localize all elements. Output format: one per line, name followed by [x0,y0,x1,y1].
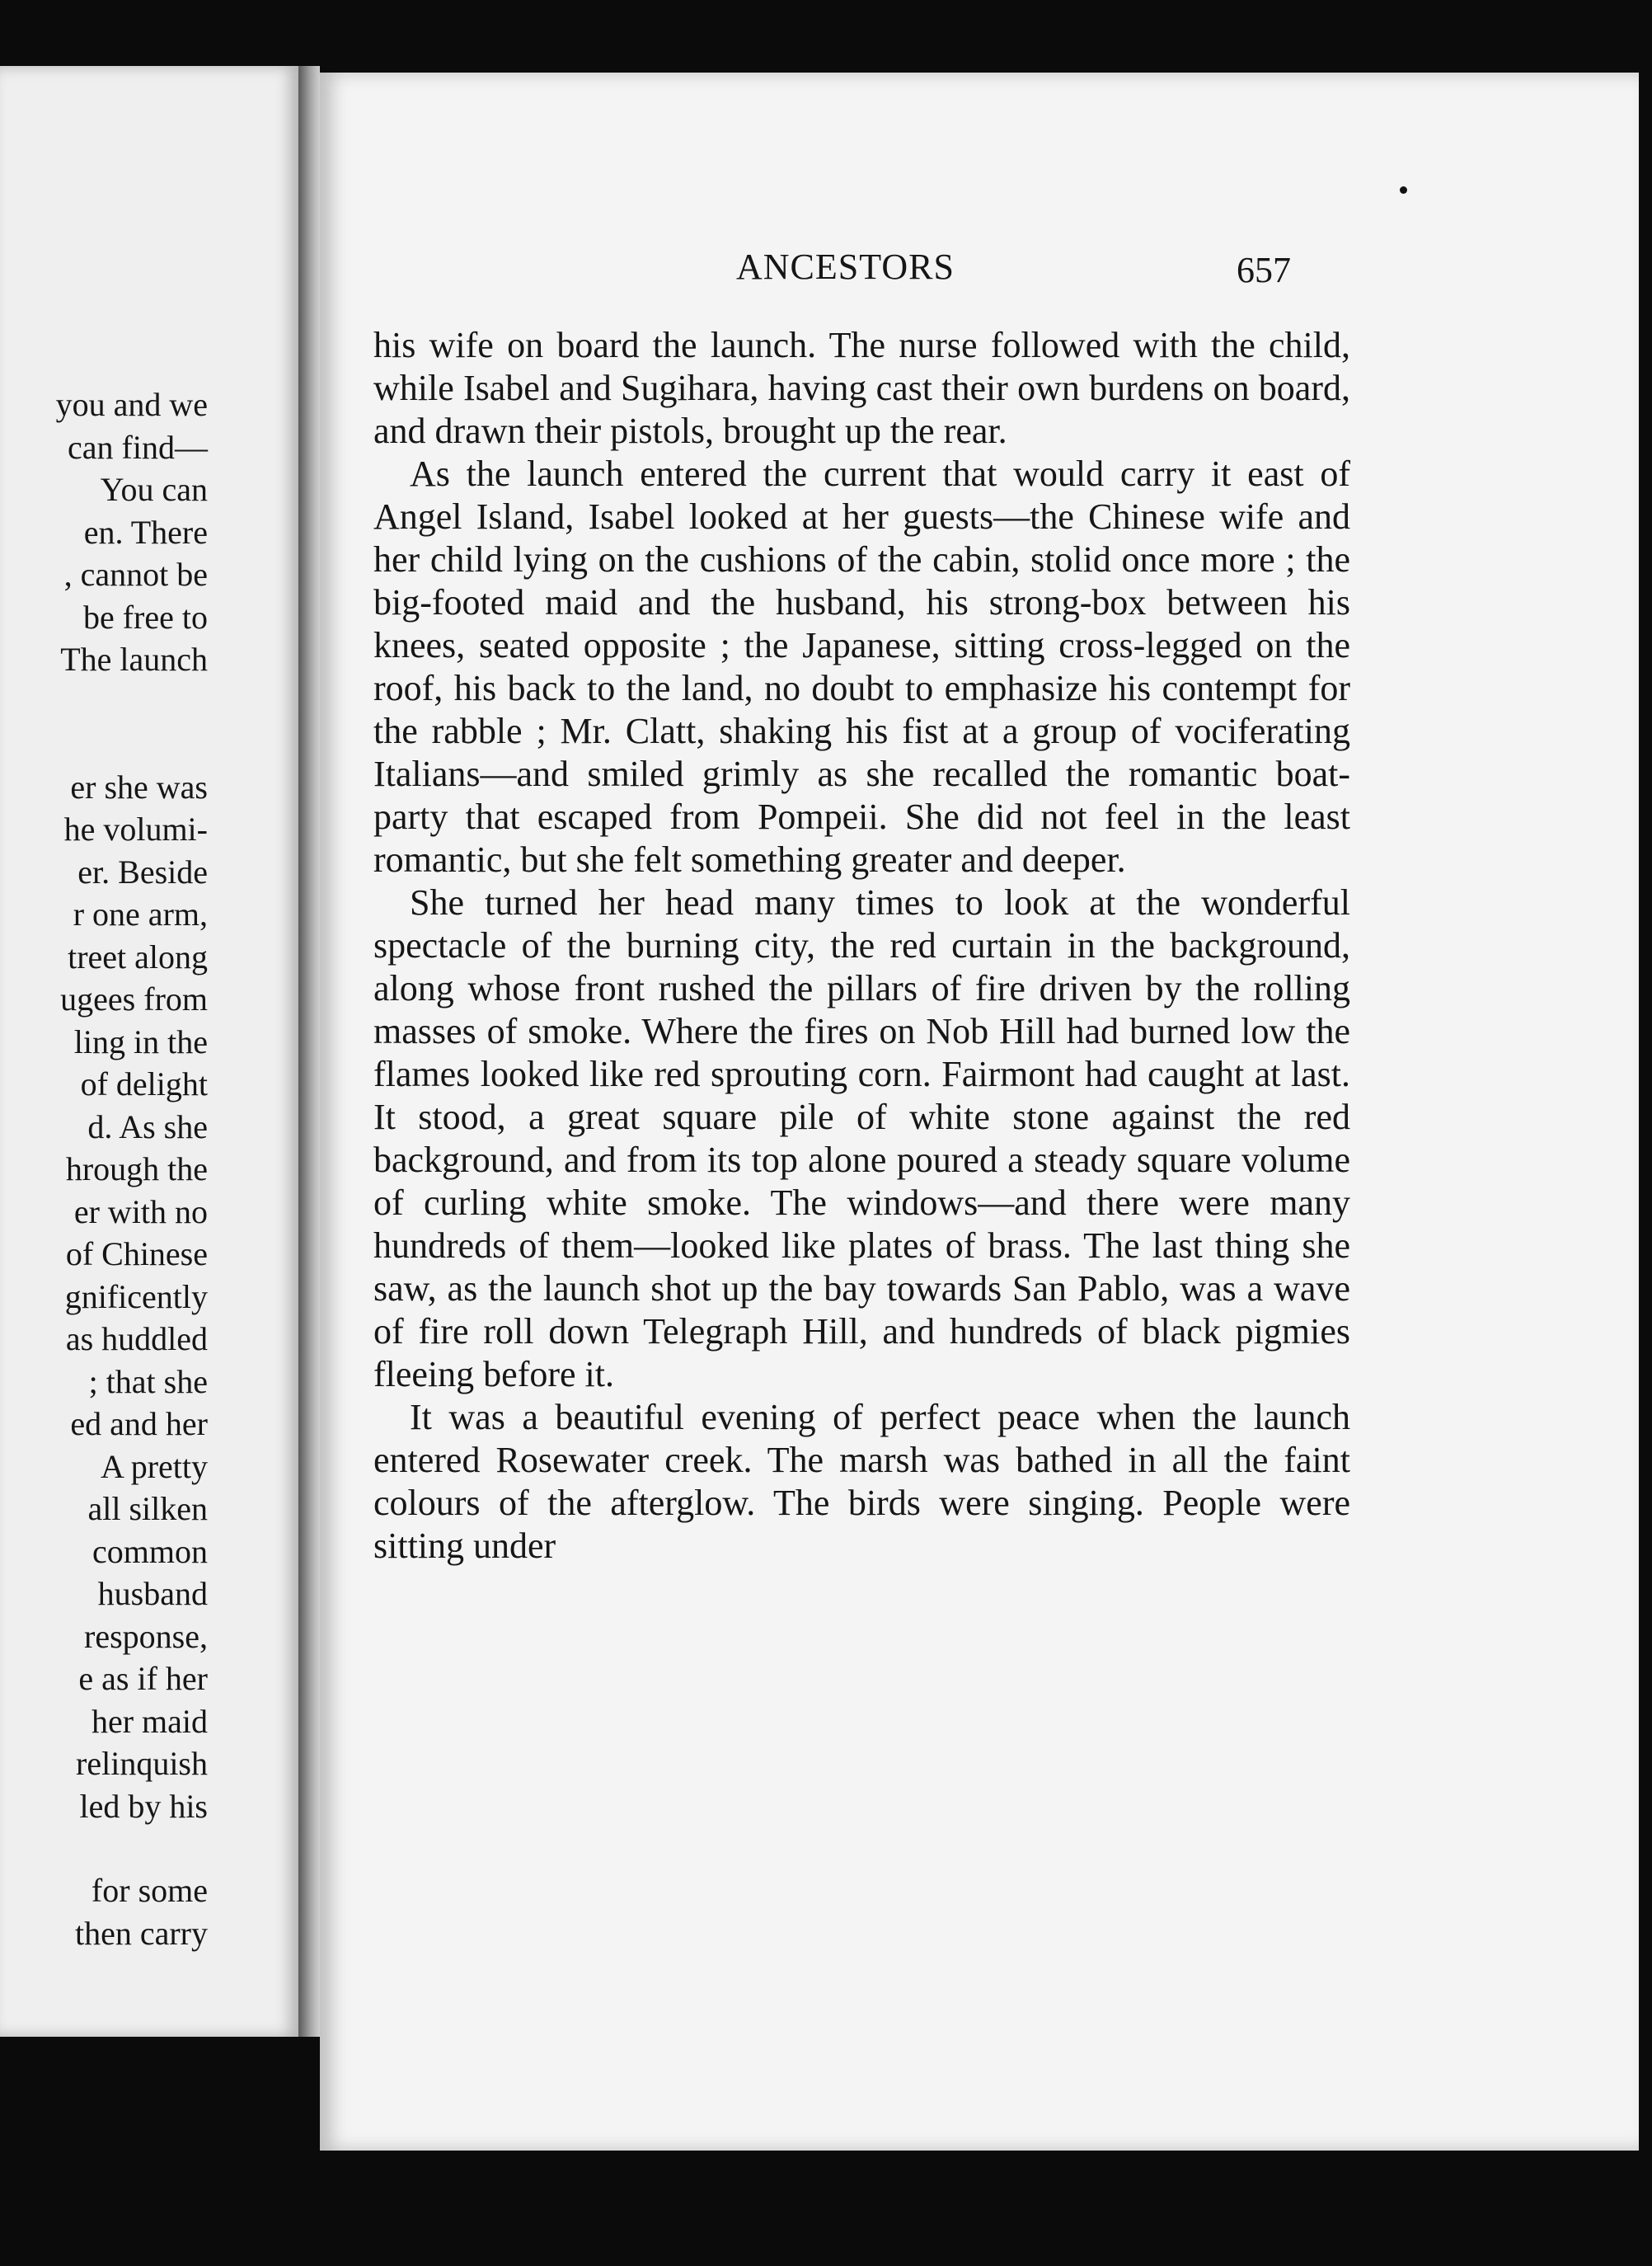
text-line: as huddled [65,1320,208,1357]
previous-page [0,66,298,2037]
text-line: er with no [73,1192,208,1230]
text-line: The launch [60,641,208,678]
text-line: hrough the [65,1150,208,1187]
text-line: r one arm, [73,896,208,933]
current-page [320,73,1639,2151]
page-body [373,324,1350,1568]
running-head: ANCESTORS [736,247,955,287]
text-line: er. Beside [77,853,208,891]
ink-speck [1400,186,1407,194]
text-line: for some [91,1872,208,1909]
text-line: er she was [70,768,208,806]
previous-page-text [0,383,208,1954]
text-line: You can [100,471,208,508]
text-line: , cannot be [63,556,208,593]
text-line: led by his [79,1787,208,1825]
text-line: treet along [68,938,208,976]
text-line: d. As she [87,1107,208,1145]
text-line: of Chinese [65,1235,208,1272]
text-line: ling in the [73,1023,208,1060]
text-line: ugees from [60,980,208,1018]
text-line: relinquish [76,1745,208,1782]
text-line: then carry [74,1914,208,1952]
book-gutter [298,66,320,2037]
text-line: e as if her [78,1660,208,1697]
paragraph: It was a beautiful evening of perfect peace when the launch entered Rosewater creek. The marsh was bathed in all the faint colours of the afterglow. The birds were singing. People were sitting under [373,1397,1350,1566]
text-line: can find— [68,428,208,466]
text-line: of delight [80,1065,208,1102]
text-line: gnificently [64,1277,208,1315]
text-line: common [92,1532,208,1570]
text-line: he volumi- [63,811,208,848]
text-line: be free to [82,598,208,636]
paragraph: She turned her head many times to look at the wonderful spectacle of the burning city, the red curtain in the background, along whose front rushed the pillars of fire driven by the rolling masses of smoke. Where the fires on Nob Hill had burned low the flames looked like red sprouting corn. Fairmont had caught at last. It stood, a great square pile of white stone against the red background, and from its top alone poured a steady square volume of curling white smoke. The windows—and there were many hundreds of them—looked like plates of brass. The last thing she saw, as the launch shot up the bay towards San Pablo, was a wave of fire roll down Telegraph Hill, and hundreds of black pigmies fleeing before it. [373,882,1350,1394]
text-line: all silken [87,1490,208,1527]
text-line: A pretty [101,1447,208,1485]
text-line: you and we [55,386,208,423]
text-line: en. There [83,513,208,551]
text-line: ed and her [70,1405,208,1442]
text-line: response, [84,1617,208,1655]
page-number: 657 [1237,250,1291,290]
text-line: ; that she [88,1362,208,1400]
paragraph: As the launch entered the current that would carry it east of Angel Island, Isabel looked at her guests—the Chinese wife and her child lying on the cushions of the cabin, stolid once more ; the big-footed maid and the husband, his strong-box between his knees, seated opposite ; the Japanese, sitting cross-legged on the roof, his back to the land, no doubt to emphasize his contempt for the rabble ; Mr. Clatt, shaking his fist at a group of vociferating Italians—and smiled grimly as she recalled the romantic boat-party that escaped from Pompeii. She did not feel in the least romantic, but she felt something greater and deeper. [373,454,1350,880]
text-line: her maid [91,1702,208,1740]
text-line: husband [97,1575,208,1612]
page-header [320,246,1639,295]
paragraph: his wife on board the launch. The nurse followed with the child, while Isabel and Sugihara, having cast their own burdens on board, and drawn their pistols, brought up the rear. [373,325,1350,451]
